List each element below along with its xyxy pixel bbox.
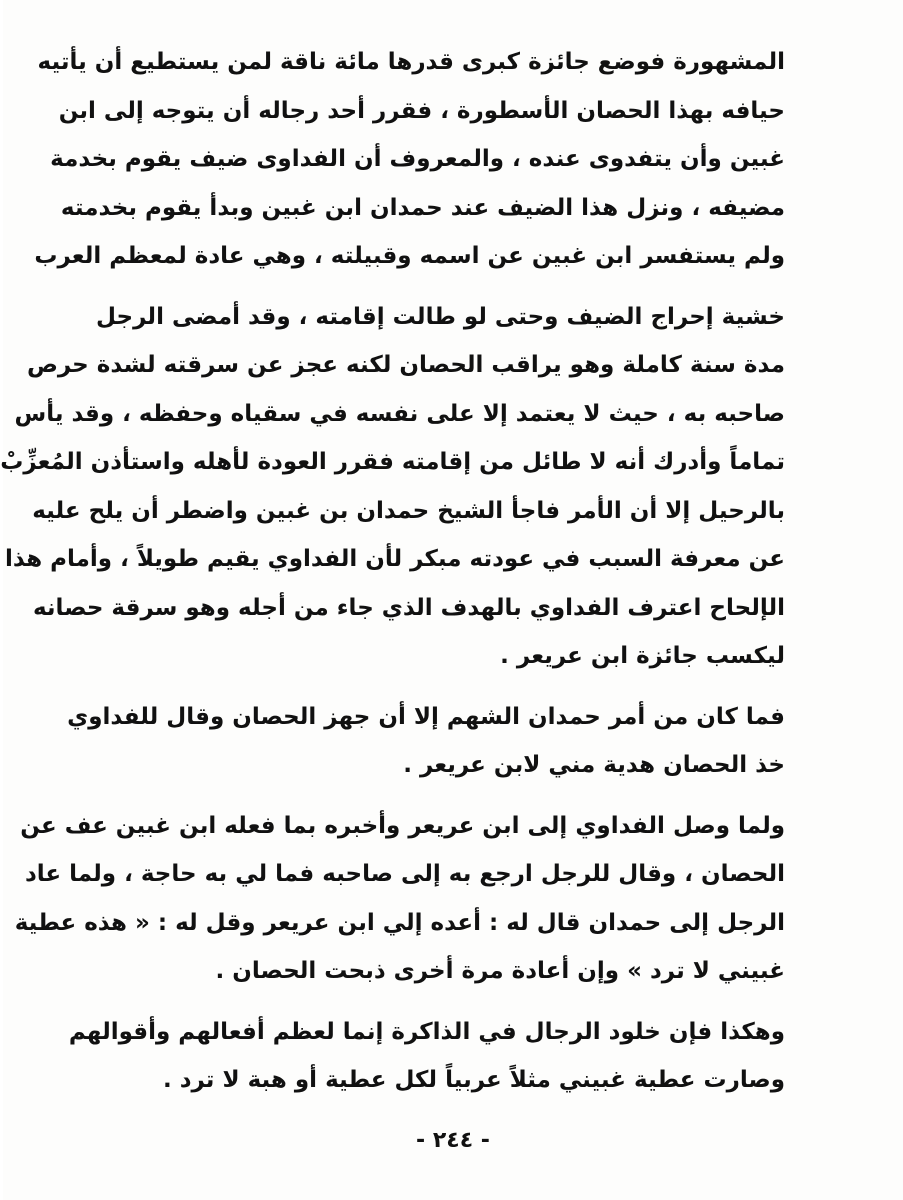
text-line: خشية إحراج الضيف وحتى لو طالت إقامته ، وقد أمضى الرجل <box>96 303 785 330</box>
paragraph-1 <box>34 38 785 281</box>
text-line: الحصان ، وقال للرجل ارجع به إلى صاحبه فما لي به حاجة ، ولما عاد <box>24 861 785 887</box>
paragraph-2 <box>0 293 785 681</box>
text-line: خذ الحصان هدية مني لابن عريعر . <box>403 752 785 778</box>
text-line: مدة سنة كاملة وهو يراقب الحصان لكنه عجز عن سرقته لشدة حرص <box>26 352 785 378</box>
text-line: صاحبه به ، حيث لا يعتمد إلا على نفسه في سقياه وحفظه ، وقد يأس <box>14 400 785 427</box>
text-line: غبيني لا ترد » وإن أعادة مرة أخرى ذبحت الحصان . <box>215 958 785 984</box>
text-line: فما كان من أمر حمدان الشهم إلا أن جهز الحصان وقال للفداوي <box>67 703 785 730</box>
text-line: حيافه بهذا الحصان الأسطورة ، فقرر أحد رجاله أن يتوجه إلى ابن <box>58 97 785 124</box>
text-line: وصارت عطية غبيني مثلاً عربياً لكل عطية أو هبة لا ترد . <box>162 1067 785 1093</box>
text-line: وهكذا فإن خلود الرجال في الذاكرة إنما لعظم أفعالهم وأقوالهم <box>68 1018 785 1045</box>
text-line: مضيفه ، ونزل هذا الضيف عند حمدان ابن غبين وبدأ يقوم بخدمته <box>60 194 785 221</box>
page-number: - ٢٤٤ - <box>416 1128 490 1153</box>
text-line: الإلحاح اعترف الفداوي بالهدف الذي جاء من أجله وهو سرقة حصانه <box>32 594 785 621</box>
paragraph-5 <box>68 1008 785 1105</box>
text-line: تماماً وأدرك أنه لا طائل من إقامته فقرر العودة لأهله واستأذن المُعزِّبْ <box>0 449 785 475</box>
text-line: المشهورة فوضع جائزة كبرى قدرها مائة ناقة لمن يستطيع أن يأتيه <box>37 49 785 75</box>
paragraph-3 <box>67 693 785 790</box>
text-line: ولما وصل الفداوي إلى ابن عريعر وأخبره بما فعله ابن غبين عف عن <box>20 812 785 839</box>
paragraph-4 <box>14 802 785 996</box>
body-text <box>0 38 785 1105</box>
text-line: بالرحيل إلا أن الأمر فاجأ الشيخ حمدان بن غبين واضطر أن يلح عليه <box>32 497 785 524</box>
text-line: ليكسب جائزة ابن عريعر . <box>500 643 785 669</box>
text-line: عن معرفة السبب في عودته مبكر لأن الفداوي يقيم طويلاً ، وأمام هذا <box>5 546 785 572</box>
text-line: ولم يستفسر ابن غبين عن اسمه وقبيلته ، وهي عادة لمعظم العرب <box>34 243 785 269</box>
text-line: الرجل إلى حمدان قال له : أعده إلي ابن عريعر وقل له : « هذه عطية <box>14 909 785 936</box>
text-line: غبين وأن يتفدوى عنده ، والمعروف أن الفداوى ضيف يقوم بخدمة <box>50 146 785 172</box>
